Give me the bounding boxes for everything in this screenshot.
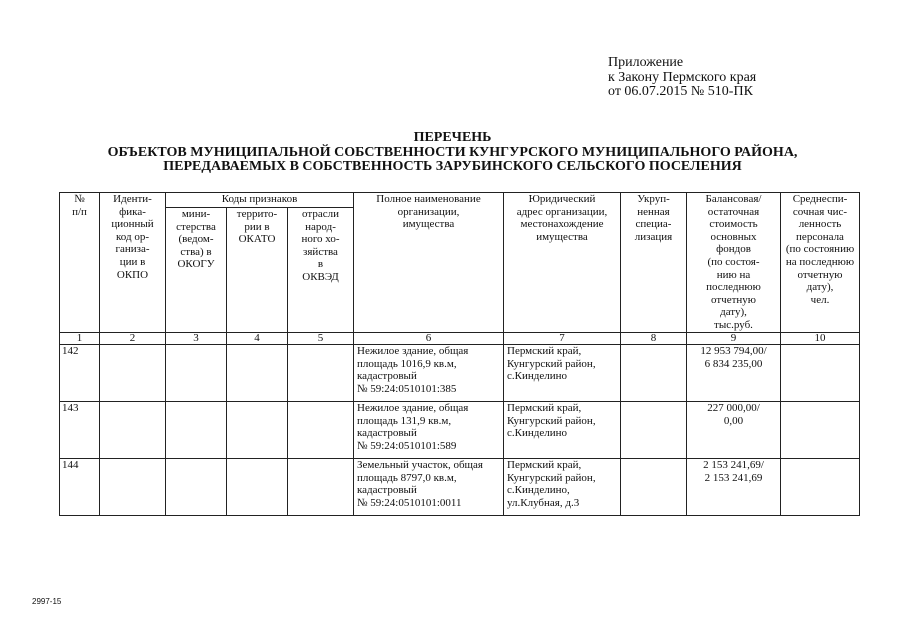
row-specialization (621, 459, 687, 516)
cell-text-line: с.Кинделино, (507, 484, 570, 497)
cell-text-line: фика- (119, 205, 146, 218)
cell-text-line: 227 000,00/ (707, 402, 760, 414)
row-okato (227, 459, 288, 516)
header-num (60, 193, 100, 333)
cell-text-line: нию на (716, 268, 751, 281)
cell-text-line: местонахождение (520, 218, 604, 231)
row-okato (227, 345, 288, 402)
cell-text-line: площадь 8797,0 кв.м, (357, 471, 457, 484)
cell-text-line: 12 953 794,00/ (700, 345, 767, 357)
cell-text-line: ного хо- (301, 233, 340, 246)
title-line: ОБЪЕКТОВ МУНИЦИПАЛЬНОЙ СОБСТВЕННОСТИ КУНГУРСКОГО МУНИЦИПАЛЬНОГО РАЙОНА, (107, 144, 798, 160)
column-number: 9 (687, 333, 781, 345)
row-address (504, 402, 621, 459)
cell-text-line: фондов (716, 243, 751, 256)
cell-text-line: № (74, 193, 85, 205)
cell-text-line: сочная чис- (792, 205, 848, 218)
cell-text-line: ОКПО (116, 268, 149, 281)
header-staff (781, 193, 860, 333)
cell-text-line: отрасли (302, 208, 339, 220)
cell-text-line: дату), (806, 281, 834, 294)
cell-text-line: с.Кинделино (507, 370, 567, 383)
row-staff (781, 402, 860, 459)
cell-text-line: № 59:24:0510101:589 (357, 439, 457, 452)
table-row (60, 459, 860, 516)
cell-text-line: Иденти- (113, 193, 152, 205)
row-okato (227, 402, 288, 459)
row-num: 143 (60, 402, 100, 459)
row-okved (288, 345, 354, 402)
cell-text-line: в (317, 258, 324, 271)
appendix-line: Приложение (608, 55, 684, 70)
header-name (354, 193, 504, 333)
column-number: 5 (288, 333, 354, 345)
cell-text-line: зяйства (303, 245, 338, 258)
cell-text-line: ОКОГУ (177, 258, 215, 271)
cell-text-line: дату), (720, 306, 747, 319)
cell-text-line: 0,00 (723, 414, 744, 427)
row-staff (781, 345, 860, 402)
row-okpo (100, 459, 166, 516)
row-okpo (100, 402, 166, 459)
cell-text-line: ненная (637, 205, 670, 218)
cell-text-line: код ор- (116, 230, 149, 243)
row-okogu (166, 345, 227, 402)
cell-text-line: террито- (236, 208, 278, 220)
header-okogu (166, 208, 227, 333)
header-specialization (621, 193, 687, 333)
cell-text-line: Кунгурский район, (507, 471, 596, 484)
cell-text-line: Пермский край, (507, 345, 582, 357)
cell-text-line: ства) в (180, 245, 212, 258)
table-row (60, 402, 860, 459)
cell-text-line: (ведом- (178, 233, 214, 246)
cell-text-line: (по состоя- (707, 255, 760, 268)
document-code: 2997-15 (32, 597, 62, 606)
cell-text-line: ул.Клубная, д.3 (507, 496, 580, 509)
row-balance (687, 402, 781, 459)
cell-text-line: ганиза- (115, 243, 150, 256)
row-okogu (166, 402, 227, 459)
appendix-line: к Закону Пермского края (608, 69, 757, 85)
cell-text-line: ОКВЭД (302, 270, 339, 283)
cell-text-line: площадь 1016,9 кв.м, (357, 357, 457, 370)
cell-text-line: 2 153 241,69 (704, 471, 763, 484)
row-address (504, 459, 621, 516)
column-number: 8 (621, 333, 687, 345)
cell-text-line: ОКАТО (238, 233, 276, 246)
cell-text-line: 6 834 235,00 (704, 357, 763, 370)
property-table (59, 192, 860, 516)
cell-text-line: специа- (635, 218, 672, 231)
header-row (60, 193, 860, 208)
appendix-note (608, 56, 756, 100)
cell-text-line: рии в (244, 220, 270, 233)
cell-text-line: ленность (798, 218, 842, 231)
cell-text-line: мини- (181, 208, 211, 220)
cell-text-line: п/п (72, 205, 87, 218)
cell-text-line: стерства (176, 220, 216, 233)
appendix-line: от 06.07.2015 № 510-ПК (608, 84, 753, 99)
cell-text-line: с.Кинделино (507, 427, 567, 440)
column-number: 3 (166, 333, 227, 345)
row-okved (288, 459, 354, 516)
cell-text-line: Юридический (528, 193, 596, 205)
cell-text-line: чел. (810, 293, 830, 306)
row-name (354, 459, 504, 516)
cell-text-line: основных (710, 230, 757, 243)
cell-text-line: организации, (397, 205, 460, 218)
row-okpo (100, 345, 166, 402)
cell-text-line: Нежилое здание, общая (357, 402, 469, 414)
cell-text-line: Кунгурский район, (507, 414, 596, 427)
row-address (504, 345, 621, 402)
row-num: 142 (60, 345, 100, 402)
cell-text-line: кадастровый (357, 427, 417, 440)
cell-text-line: площадь 131,9 кв.м, (357, 414, 452, 427)
cell-text-line: остаточная (707, 205, 760, 218)
column-number-row (60, 333, 860, 345)
cell-text-line: Укруп- (637, 193, 670, 205)
cell-text-line: № 59:24:0510101:0011 (357, 496, 462, 509)
row-name (354, 402, 504, 459)
cell-text-line: персонала (796, 230, 844, 243)
cell-text-line: Кунгурский район, (507, 357, 596, 370)
document-title (0, 131, 905, 175)
row-specialization (621, 345, 687, 402)
title-line: ПЕРЕДАВАЕМЫХ В СОБСТВЕННОСТЬ ЗАРУБИНСКОГО СЕЛЬСКОГО ПОСЕЛЕНИЯ (163, 159, 742, 174)
cell-text-line: Балансовая/ (705, 193, 762, 205)
header-okpo (100, 193, 166, 333)
cell-text-line: Пермский край, (507, 402, 582, 414)
header-okved (288, 208, 354, 333)
cell-text-line: стоимость (709, 218, 758, 231)
row-num: 144 (60, 459, 100, 516)
row-specialization (621, 402, 687, 459)
header-okato (227, 208, 288, 333)
row-balance (687, 345, 781, 402)
table-row (60, 345, 860, 402)
cell-text-line: 2 153 241,69/ (703, 459, 764, 471)
row-okogu (166, 459, 227, 516)
cell-text-line: имущества (402, 218, 455, 231)
header-address (504, 193, 621, 333)
row-okved (288, 402, 354, 459)
cell-text-line: народ- (305, 220, 336, 233)
column-number: 10 (781, 333, 860, 345)
column-number: 6 (354, 333, 504, 345)
cell-text-line: кадастровый (357, 370, 417, 383)
cell-text-line: лизация (634, 230, 673, 243)
cell-text-line: имущества (536, 230, 588, 243)
cell-text-line: тыс.руб. (714, 318, 753, 331)
cell-text-line: отчетную (711, 293, 756, 306)
row-name (354, 345, 504, 402)
cell-text-line: № 59:24:0510101:385 (357, 382, 457, 395)
cell-text-line: Земельный участок, общая (357, 459, 483, 471)
cell-text-line: Полное наименование (376, 193, 481, 205)
cell-text-line: Нежилое здание, общая (357, 345, 469, 357)
cell-text-line: Пермский край, (507, 459, 582, 471)
cell-text-line: Среднеспи- (792, 193, 848, 205)
cell-text-line: ционный (111, 218, 154, 231)
row-balance (687, 459, 781, 516)
cell-text-line: последнюю (706, 281, 761, 294)
header-balance (687, 193, 781, 333)
cell-text-line: ции в (119, 255, 146, 268)
column-number: 2 (100, 333, 166, 345)
cell-text-line: (по состоянию (785, 243, 855, 256)
header-codes-group: Коды признаков (166, 193, 354, 208)
cell-text-line: кадастровый (357, 484, 417, 497)
cell-text-line: адрес организации, (516, 205, 608, 218)
column-number: 7 (504, 333, 621, 345)
cell-text-line: на последнюю (785, 255, 855, 268)
column-number: 4 (227, 333, 288, 345)
column-number: 1 (60, 333, 100, 345)
title-line: ПЕРЕЧЕНЬ (413, 130, 492, 145)
cell-text-line: отчетную (797, 268, 843, 281)
row-staff (781, 459, 860, 516)
